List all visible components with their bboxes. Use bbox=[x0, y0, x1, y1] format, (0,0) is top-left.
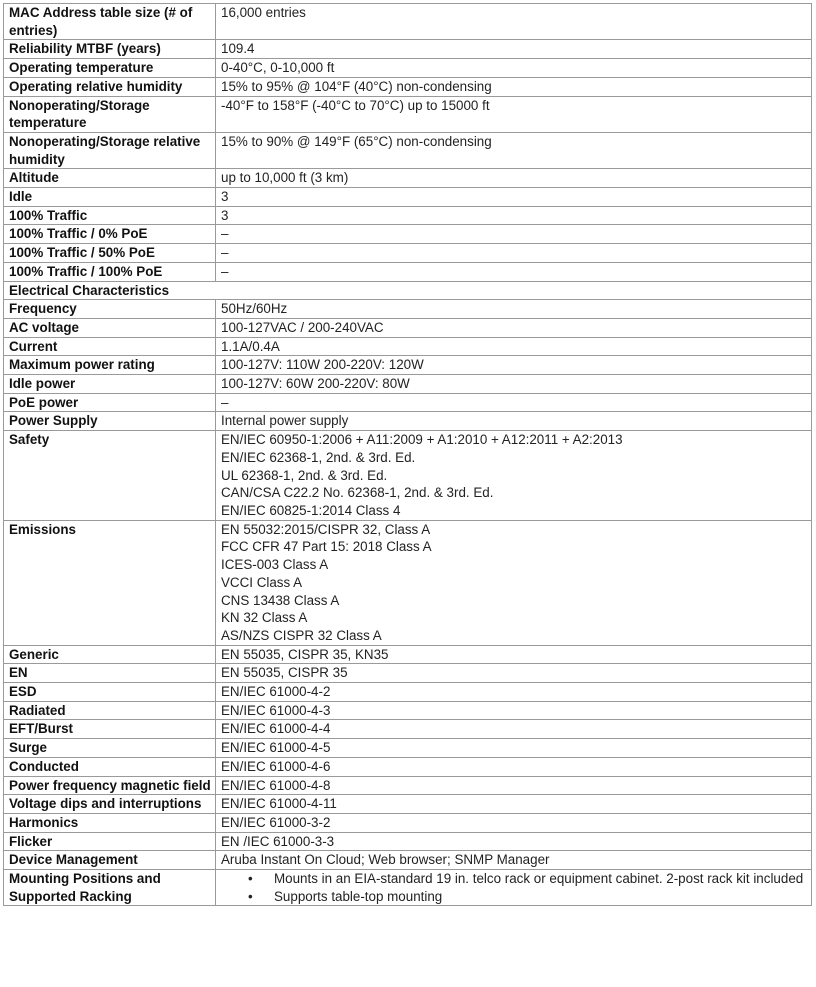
spec-label: Surge bbox=[4, 739, 216, 758]
spec-value-line: 109.4 bbox=[221, 41, 255, 57]
spec-label: Safety bbox=[4, 431, 216, 521]
spec-value bbox=[216, 431, 812, 521]
spec-value-line: FCC CFR 47 Part 15: 2018 Class A bbox=[221, 539, 432, 555]
spec-value-line: 16,000 entries bbox=[221, 5, 306, 20]
spec-label: MAC Address table size (# of entries) bbox=[4, 4, 216, 40]
spec-row bbox=[4, 225, 812, 244]
spec-row bbox=[4, 520, 812, 645]
spec-value bbox=[216, 720, 812, 739]
spec-row bbox=[4, 795, 812, 814]
spec-label: 100% Traffic / 0% PoE bbox=[4, 225, 216, 244]
spec-value-line: 50Hz/60Hz bbox=[221, 301, 288, 317]
spec-row bbox=[4, 757, 812, 776]
spec-value bbox=[216, 795, 812, 814]
spec-value-line: EN 55035, CISPR 35, KN35 bbox=[221, 646, 389, 662]
section-header: Electrical Characteristics bbox=[4, 281, 812, 300]
spec-label: Emissions bbox=[4, 520, 216, 645]
spec-value-line: EN 55035, CISPR 35 bbox=[221, 665, 348, 681]
spec-value-line: EN/IEC 61000-4-6 bbox=[221, 758, 331, 774]
spec-value bbox=[216, 520, 812, 645]
spec-value-line: EN/IEC 62368-1, 2nd. & 3rd. Ed. bbox=[221, 449, 416, 465]
spec-value bbox=[216, 375, 812, 394]
spec-row bbox=[4, 356, 812, 375]
spec-row bbox=[4, 337, 812, 356]
spec-row bbox=[4, 375, 812, 394]
spec-row bbox=[4, 318, 812, 337]
spec-row bbox=[4, 393, 812, 412]
spec-value-line: 3 bbox=[221, 207, 229, 223]
spec-row bbox=[4, 645, 812, 664]
spec-value-line: EN/IEC 61000-4-11 bbox=[221, 796, 337, 812]
spec-value-line: EN/IEC 60825-1:2014 Class 4 bbox=[221, 502, 401, 518]
spec-value bbox=[216, 393, 812, 412]
spec-value bbox=[216, 225, 812, 244]
spec-value bbox=[216, 701, 812, 720]
spec-label: Harmonics bbox=[4, 813, 216, 832]
spec-value bbox=[216, 813, 812, 832]
spec-row bbox=[4, 169, 812, 188]
spec-value bbox=[216, 188, 812, 207]
spec-value bbox=[216, 77, 812, 96]
spec-row bbox=[4, 813, 812, 832]
spec-value-line: EN/IEC 61000-4-3 bbox=[221, 702, 331, 718]
spec-value-line: UL 62368-1, 2nd. & 3rd. Ed. bbox=[221, 467, 388, 483]
spec-value-line: ICES-003 Class A bbox=[221, 557, 329, 573]
spec-label: Voltage dips and interruptions bbox=[4, 795, 216, 814]
spec-row bbox=[4, 300, 812, 319]
spec-value bbox=[216, 96, 812, 132]
spec-value-line: KN 32 Class A bbox=[221, 610, 308, 626]
spec-label: Operating relative humidity bbox=[4, 77, 216, 96]
spec-value bbox=[216, 262, 812, 281]
spec-value-line: 15% to 90% @ 149°F (65°C) non-condensing bbox=[221, 133, 492, 149]
spec-value bbox=[216, 337, 812, 356]
spec-value bbox=[216, 169, 812, 188]
spec-label: PoE power bbox=[4, 393, 216, 412]
spec-row bbox=[4, 96, 812, 132]
spec-label: AC voltage bbox=[4, 318, 216, 337]
spec-value-line: CNS 13438 Class A bbox=[221, 592, 340, 608]
spec-value-line: EN/IEC 61000-4-5 bbox=[221, 740, 331, 756]
spec-label: Mounting Positions and Supported Racking bbox=[4, 870, 216, 906]
spec-value bbox=[216, 4, 812, 40]
spec-row bbox=[4, 244, 812, 263]
spec-label: ESD bbox=[4, 683, 216, 702]
spec-row bbox=[4, 59, 812, 78]
spec-value-line: 100-127V: 60W 200-220V: 80W bbox=[221, 376, 410, 392]
spec-value-line: 100-127V: 110W 200-220V: 120W bbox=[221, 357, 424, 373]
spec-label: 100% Traffic / 50% PoE bbox=[4, 244, 216, 263]
spec-value-line: VCCI Class A bbox=[221, 574, 303, 590]
spec-row bbox=[4, 776, 812, 795]
spec-value bbox=[216, 244, 812, 263]
specifications-table bbox=[3, 3, 812, 906]
spec-value-line: EN/IEC 61000-3-2 bbox=[221, 814, 331, 830]
spec-label: Operating temperature bbox=[4, 59, 216, 78]
spec-row bbox=[4, 683, 812, 702]
spec-label: Generic bbox=[4, 645, 216, 664]
spec-label: Current bbox=[4, 337, 216, 356]
spec-row bbox=[4, 132, 812, 168]
spec-label: Device Management bbox=[4, 851, 216, 870]
spec-value bbox=[216, 664, 812, 683]
spec-value-line: Internal power supply bbox=[221, 413, 349, 429]
spec-row bbox=[4, 281, 812, 300]
spec-value-line: EN 55032:2015/CISPR 32, Class A bbox=[221, 521, 431, 537]
specifications-body bbox=[4, 4, 812, 906]
spec-label: Power Supply bbox=[4, 412, 216, 431]
spec-label: Altitude bbox=[4, 169, 216, 188]
spec-label: Reliability MTBF (years) bbox=[4, 40, 216, 59]
spec-row bbox=[4, 188, 812, 207]
spec-row bbox=[4, 851, 812, 870]
spec-row bbox=[4, 720, 812, 739]
spec-row bbox=[4, 206, 812, 225]
spec-label: Conducted bbox=[4, 757, 216, 776]
spec-row bbox=[4, 664, 812, 683]
spec-value-line: 100-127VAC / 200-240VAC bbox=[221, 319, 384, 335]
spec-value bbox=[216, 739, 812, 758]
spec-value bbox=[216, 832, 812, 851]
spec-row bbox=[4, 412, 812, 431]
spec-value-line: CAN/CSA C22.2 No. 62368-1, 2nd. & 3rd. Ed. bbox=[221, 485, 494, 501]
spec-value bbox=[216, 318, 812, 337]
spec-row bbox=[4, 431, 812, 521]
spec-value-line: – bbox=[221, 245, 229, 261]
spec-value bbox=[216, 206, 812, 225]
spec-label: Nonoperating/Storage relative humidity bbox=[4, 132, 216, 168]
spec-value-line: 3 bbox=[221, 189, 229, 205]
spec-value-line: EN/IEC 61000-4-4 bbox=[221, 721, 331, 737]
spec-label: Flicker bbox=[4, 832, 216, 851]
spec-value bbox=[216, 757, 812, 776]
spec-value-line: 0-40°C, 0-10,000 ft bbox=[221, 60, 335, 76]
spec-row bbox=[4, 262, 812, 281]
spec-row bbox=[4, 870, 812, 906]
spec-row bbox=[4, 832, 812, 851]
spec-value bbox=[216, 300, 812, 319]
spec-value bbox=[216, 870, 812, 906]
spec-value-line: 1.1A/0.4A bbox=[221, 338, 280, 354]
spec-value bbox=[216, 683, 812, 702]
spec-row bbox=[4, 77, 812, 96]
spec-value-line: -40°F to 158°F (-40°C to 70°C) up to 15000 ft bbox=[221, 97, 490, 113]
spec-value bbox=[216, 412, 812, 431]
spec-label: Maximum power rating bbox=[4, 356, 216, 375]
spec-value bbox=[216, 59, 812, 78]
spec-value bbox=[216, 40, 812, 59]
spec-value-line: 15% to 95% @ 104°F (40°C) non-condensing bbox=[221, 78, 492, 94]
spec-label: EFT/Burst bbox=[4, 720, 216, 739]
spec-label: 100% Traffic bbox=[4, 206, 216, 225]
spec-value bbox=[216, 356, 812, 375]
spec-row bbox=[4, 4, 812, 40]
spec-row bbox=[4, 739, 812, 758]
spec-row bbox=[4, 701, 812, 720]
spec-value-line: AS/NZS CISPR 32 Class A bbox=[221, 627, 382, 643]
spec-label: Radiated bbox=[4, 701, 216, 720]
spec-value-line: EN/IEC 61000-4-2 bbox=[221, 684, 331, 700]
spec-value-line: EN /IEC 61000-3-3 bbox=[221, 833, 335, 849]
spec-label: Power frequency magnetic field bbox=[4, 776, 216, 795]
spec-label: 100% Traffic / 100% PoE bbox=[4, 262, 216, 281]
bullet-item: • Supports table-top mounting bbox=[248, 888, 808, 906]
spec-label: Idle bbox=[4, 188, 216, 207]
spec-value bbox=[216, 132, 812, 168]
spec-value-line: EN/IEC 61000-4-8 bbox=[221, 777, 331, 793]
spec-value bbox=[216, 776, 812, 795]
spec-value bbox=[216, 645, 812, 664]
spec-label: Frequency bbox=[4, 300, 216, 319]
spec-value-line: – bbox=[221, 394, 229, 410]
bullet-list bbox=[221, 870, 808, 905]
spec-label: EN bbox=[4, 664, 216, 683]
spec-row bbox=[4, 40, 812, 59]
spec-value-line: Aruba Instant On Cloud; Web browser; SNMP Manager bbox=[221, 852, 550, 868]
spec-value-line: – bbox=[221, 226, 229, 242]
spec-value-line: – bbox=[221, 263, 229, 279]
spec-value-line: up to 10,000 ft (3 km) bbox=[221, 170, 349, 186]
bullet-item: • Mounts in an EIA-standard 19 in. telco rack or equipment cabinet. 2-post rack kit included bbox=[248, 870, 808, 888]
spec-label: Idle power bbox=[4, 375, 216, 394]
spec-value bbox=[216, 851, 812, 870]
spec-label: Nonoperating/Storage temperature bbox=[4, 96, 216, 132]
spec-value-line: EN/IEC 60950-1:2006 + A11:2009 + A1:2010 + A12:2011 + A2:2013 bbox=[221, 432, 623, 448]
